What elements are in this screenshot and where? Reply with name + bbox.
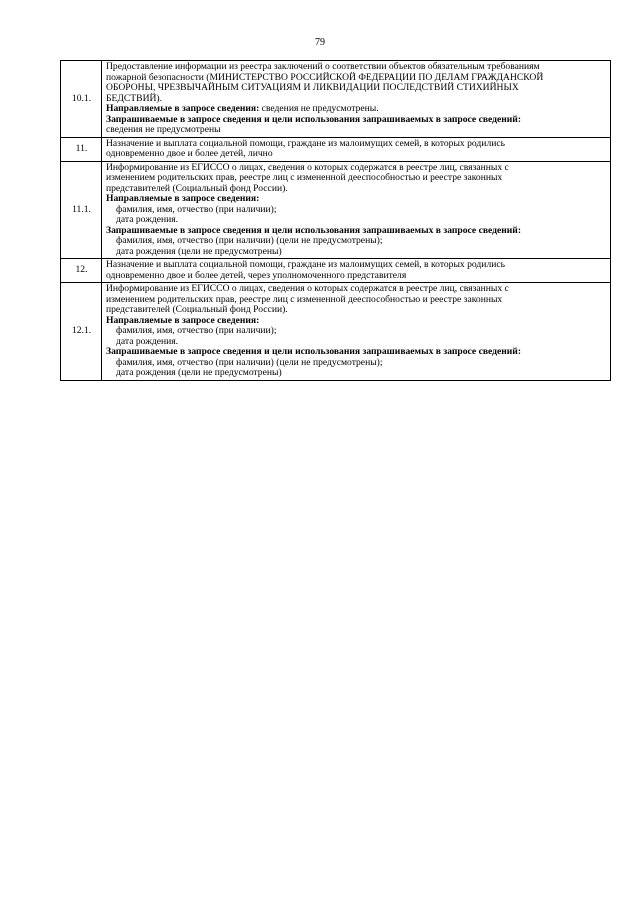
content-line: пожарной безопасности (МИНИСТЕРСТВО РОССИЙСКОЙ ФЕДЕРАЦИИ ПО ДЕЛАМ ГРАЖДАНСКОЙ bbox=[106, 71, 544, 83]
table-row bbox=[61, 259, 611, 283]
page-number: 79 bbox=[315, 37, 325, 48]
row-number: 11.1. bbox=[61, 161, 102, 259]
list-item: дата рождения. bbox=[116, 214, 179, 225]
line-label: Направляемые в запросе сведения: bbox=[106, 103, 260, 114]
content-line: представителей (Социальный фонд России). bbox=[106, 304, 288, 315]
row-content bbox=[102, 61, 611, 138]
row-number: 12.1. bbox=[61, 283, 102, 381]
table-row bbox=[61, 61, 611, 138]
table-body bbox=[61, 61, 611, 381]
content-line: одновременно двое и более детей, через уполномоченного представителя bbox=[106, 269, 407, 281]
content-line: Информирование из ЕГИССО о лицах, сведения о которых содержатся в реестре лиц, связанных с bbox=[106, 161, 509, 173]
content-line: изменением родительских прав, реестре лиц с измененной дееспособностью и реестре законных bbox=[106, 172, 503, 183]
list-item: дата рождения. bbox=[116, 335, 179, 347]
row-number: 11. bbox=[61, 137, 102, 161]
content-line: Предоставление информации из реестра заключений о соответствии объектов обязательным требованиям bbox=[106, 61, 540, 72]
content-line: ОБОРОНЫ, ЧРЕЗВЫЧАЙНЫМ СИТУАЦИЯМ И ЛИКВИДАЦИИ ПОСЛЕДСТВИЙ СТИХИЙНЫХ bbox=[106, 82, 519, 93]
section-heading: Запрашиваемые в запросе сведения и цели использования запрашиваемых в запросе сведений: bbox=[106, 224, 522, 236]
row-content bbox=[102, 137, 611, 161]
list-item: фамилия, имя, отчество (при наличии); bbox=[116, 203, 277, 215]
row-content bbox=[102, 283, 611, 381]
list-item: фамилия, имя, отчество (при наличии) (цели не предусмотрены); bbox=[116, 356, 383, 368]
section-heading: Направляемые в запросе сведения: bbox=[106, 193, 260, 204]
list-item: фамилия, имя, отчество (при наличии); bbox=[116, 325, 277, 336]
section-heading: Запрашиваемые в запросе сведения и цели использования запрашиваемых в запросе сведений: bbox=[106, 346, 522, 357]
list-item: дата рождения (цели не предусмотрены) bbox=[116, 367, 282, 378]
services-table bbox=[60, 60, 611, 381]
line-text: сведения не предусмотрены. bbox=[259, 103, 379, 114]
row-content bbox=[102, 161, 611, 259]
row-number: 10.1. bbox=[61, 61, 102, 138]
table-row bbox=[61, 137, 611, 161]
table-row bbox=[61, 161, 611, 259]
content-line: БЕДСТВИЙ). bbox=[106, 92, 163, 104]
content-line: изменением родительских прав, реестре лиц с измененной дееспособностью и реестре законных bbox=[106, 293, 503, 305]
table-row bbox=[61, 283, 611, 381]
content-line: представителей (Социальный фонд России). bbox=[106, 182, 288, 194]
content-line: Назначение и выплата социальной помощи, граждане из малоимущих семей, в которых родились bbox=[106, 259, 506, 270]
section-heading: Направляемые в запросе сведения: bbox=[106, 314, 260, 326]
row-content bbox=[102, 259, 611, 283]
section-heading: Запрашиваемые в запросе сведения и цели использования запрашиваемых в запросе сведений: bbox=[106, 113, 522, 125]
content-line: одновременно двое и более детей, лично bbox=[106, 148, 273, 159]
content-line bbox=[106, 104, 607, 115]
list-item: дата рождения (цели не предусмотрены) bbox=[116, 245, 282, 257]
row-number: 12. bbox=[61, 259, 102, 283]
content-line: сведения не предусмотрены bbox=[106, 124, 221, 135]
list-item: фамилия, имя, отчество (при наличии) (цели не предусмотрены); bbox=[116, 235, 383, 246]
content-line: Информирование из ЕГИССО о лицах, сведения о которых содержатся в реестре лиц, связанных с bbox=[106, 283, 509, 294]
content-line: Назначение и выплата социальной помощи, граждане из малоимущих семей, в которых родились bbox=[106, 137, 506, 149]
